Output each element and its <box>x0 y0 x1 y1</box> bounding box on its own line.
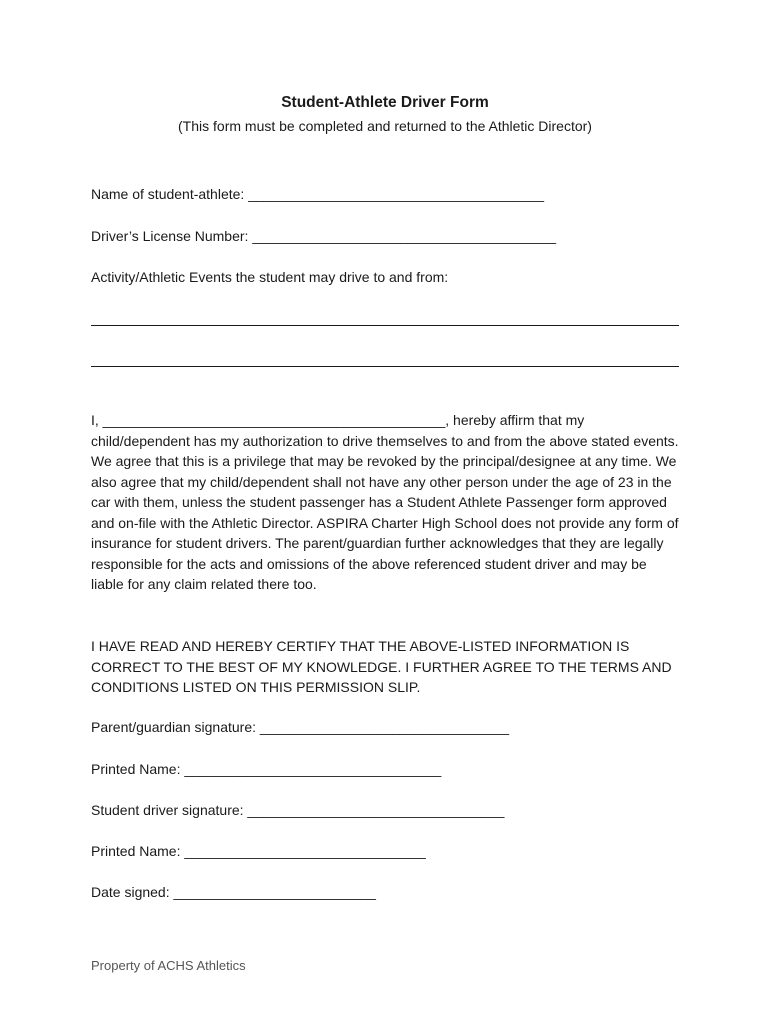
student-printed-name-field[interactable]: Printed Name: _______________________________ <box>91 843 426 859</box>
affirmation-paragraph: I, ____________________________________________, hereby affirm that my child/dependent has my authorization to drive themselves to and from the above stated events. We agree that this is a privilege that may be revoked by the principal/designee at any time. We also agree that my child/dependent shall not have any other person under the age of 23 in the car with them, unless the student passenger has a Student Athlete Passenger form approved and on-file with the Athletic Director. ASPIRA Charter High School does not provide any form of insurance for student drivers. The parent/guardian further acknowledges that they are legally responsible for the acts and omissions of the above referenced student driver and may be liable for any claim related there too. <box>91 412 679 592</box>
page-subtitle: (This form must be completed and returned to the Athletic Director) <box>178 118 592 134</box>
parent-signature-field[interactable]: Parent/guardian signature: ________________________________ <box>91 719 510 735</box>
parent-printed-name-field[interactable]: Printed Name: _________________________________ <box>91 761 442 777</box>
date-signed-field[interactable]: Date signed: __________________________ <box>91 884 376 900</box>
page-footer: Property of ACHS Athletics <box>91 958 246 973</box>
student-signature-field[interactable]: Student driver signature: _________________________________ <box>91 802 505 818</box>
activity-line-1[interactable] <box>91 325 679 326</box>
license-number-field[interactable]: Driver’s License Number: _______________________________________ <box>91 228 556 244</box>
activity-line-2[interactable] <box>91 366 679 367</box>
student-name-field[interactable]: Name of student-athlete: ______________________________________ <box>91 186 545 202</box>
certification-paragraph: I HAVE READ AND HEREBY CERTIFY THAT THE ABOVE-LISTED INFORMATION IS CORRECT TO THE BEST OF MY KNOWLEDGE. I FURTHER AGREE TO THE TERMS AND CONDITIONS LISTED ON THIS PERMISSION SLIP. <box>91 638 672 695</box>
activity-label: Activity/Athletic Events the student may drive to and from: <box>91 269 449 285</box>
page-title: Student-Athlete Driver Form <box>281 94 489 111</box>
